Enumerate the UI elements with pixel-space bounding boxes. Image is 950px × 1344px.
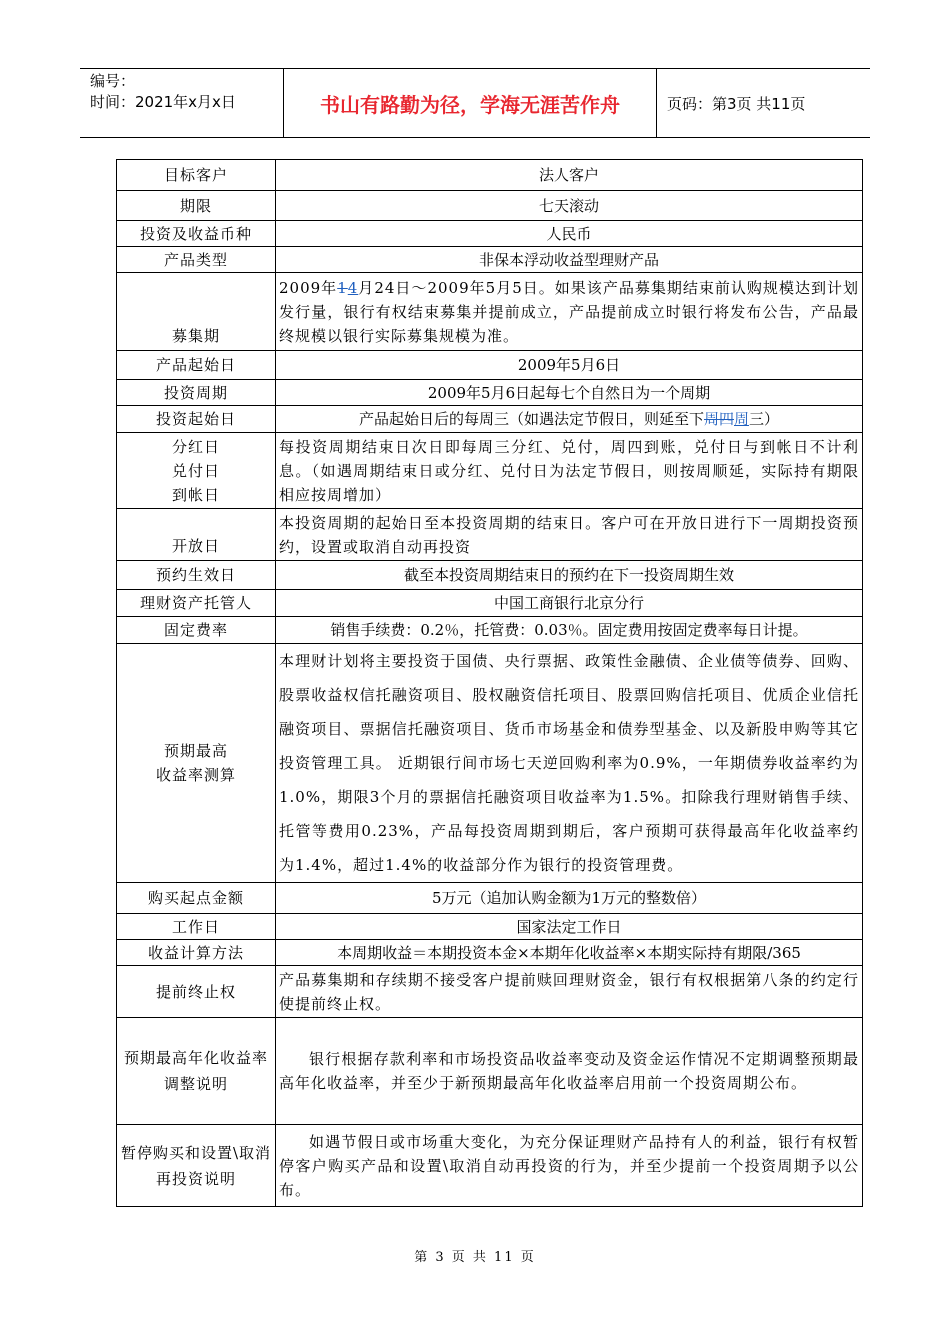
yield-paragraph-2: 近期银行间市场七天逆回购利率为0.9%，一年期债券收益率约为1.0%，期限3个月的票据信托融资项目收益率为1.5%。扣除我行理财销售手续、托管等费用0.23%，产品每投资周期到期后，客户预期可获得最高年化收益率约为1.4%，超过1.4%的收益部分作为银行的投资管理费。 xyxy=(279,754,859,874)
yield-paragraph-1: 本理财计划将主要投资于国债、央行票据、政策性金融债、企业债等债券、回购、股票收益权信托融资项目、股权融资信托项目、股票回购信托项目、优质企业信托融资项目、票据信托融资项目、货币市场基金和债券型基金、以及新股申购等其它投资管理工具。 xyxy=(279,652,859,772)
label-payment: 兑付日 xyxy=(171,461,220,480)
row-value: 5万元（追加认购金额为1万元的整数倍） xyxy=(276,883,863,914)
row-label: 开放日 xyxy=(117,509,276,561)
row-value: 2009年5月6日起每七个自然日为一个周期 xyxy=(276,380,863,406)
row-value: 银行根据存款利率和市场投资品收益率变动及资金运作情况不定期调整预期最高年化收益率，并至少于新预期最高年化收益率启用前一个投资周期公布。 xyxy=(276,1018,863,1125)
row-label: 产品起始日 xyxy=(117,351,276,380)
row-value: 人民币 xyxy=(276,221,863,247)
table-row xyxy=(117,247,863,273)
row-value: 产品募集期和存续期不接受客户提前赎回理财资金，银行有权根据第八条的约定行使提前终止权。 xyxy=(276,966,863,1018)
row-value: 本周期收益＝本期投资本金×本期年化收益率×本期实际持有期限/365 xyxy=(276,940,863,966)
label-suspend-1: 暂停购买和设置\取消 xyxy=(120,1143,272,1162)
table-row xyxy=(117,966,863,1018)
page-header xyxy=(80,68,870,138)
page-footer: 第 3 页 共 11 页 xyxy=(414,1250,536,1265)
row-value: 七天滚动 xyxy=(276,191,863,221)
table-row xyxy=(117,160,863,191)
row-label: 固定费率 xyxy=(117,617,276,644)
deleted-text: 周四 xyxy=(703,410,734,428)
inserted-text: 4 xyxy=(347,278,359,297)
row-label: 募集期 xyxy=(117,273,276,351)
table-row xyxy=(117,509,863,561)
table-row xyxy=(117,273,863,351)
label-yield-2: 收益率测算 xyxy=(155,766,236,784)
table-row xyxy=(117,221,863,247)
raise-text-b: 月24日～2009年5月5日。如果该产品募集期结束前认购规模达到计划发行量，银行有权结束募集并提前成立，产品提前成立时银行将发布公告，产品最终规模以银行实际募集规模为准。 xyxy=(279,278,859,345)
doc-code: 编号： xyxy=(90,72,136,90)
table-row xyxy=(117,940,863,966)
product-info-table xyxy=(116,159,863,1207)
row-label: 购买起点金额 xyxy=(117,883,276,914)
table-row xyxy=(117,433,863,509)
row-value: 2009年5月6日 xyxy=(276,351,863,380)
row-label: 产品类型 xyxy=(117,247,276,273)
header-motto: 书山有路勤为径，学海无涯苦作舟 xyxy=(283,69,657,137)
label-yield-1: 预期最高 xyxy=(163,742,228,760)
table-row xyxy=(117,380,863,406)
invest-start-text-a: 产品起始日后的每周三（如遇法定节假日，则延至下 xyxy=(358,410,704,428)
invest-start-text-b: 三） xyxy=(749,410,780,428)
row-value: 国家法定工作日 xyxy=(276,914,863,940)
label-dividend: 分红日 xyxy=(171,437,220,456)
table-row xyxy=(117,590,863,617)
row-label: 理财资产托管人 xyxy=(117,590,276,617)
table-row xyxy=(117,644,863,883)
row-label: 预约生效日 xyxy=(117,561,276,590)
table-row xyxy=(117,406,863,433)
row-label: 工作日 xyxy=(117,914,276,940)
row-label: 目标客户 xyxy=(117,160,276,191)
row-label: 投资起始日 xyxy=(117,406,276,433)
table-row xyxy=(117,351,863,380)
raise-text-a: 2009年 xyxy=(279,278,338,297)
row-label: 提前终止权 xyxy=(117,966,276,1018)
table-row xyxy=(117,561,863,590)
row-value xyxy=(276,406,863,433)
table-row xyxy=(117,883,863,914)
row-value: 如遇节假日或市场重大变化，为充分保证理财产品持有人的利益，银行有权暂停客户购买产品和设置\取消自动再投资的行为，并至少提前一个投资周期予以公布。 xyxy=(276,1125,863,1207)
row-label: 收益计算方法 xyxy=(117,940,276,966)
deleted-text: 1 xyxy=(337,278,348,297)
row-label: 投资周期 xyxy=(117,380,276,406)
row-label xyxy=(117,644,276,883)
row-value: 销售手续费：0.2％，托管费：0.03％。固定费用按固定费率每日计提。 xyxy=(276,617,863,644)
row-value: 非保本浮动收益型理财产品 xyxy=(276,247,863,273)
row-value xyxy=(276,273,863,351)
header-page-info: 页码：第3页 共11页 xyxy=(667,94,806,113)
table-row xyxy=(117,1125,863,1207)
label-suspend-2: 再投资说明 xyxy=(155,1169,236,1188)
row-label: 期限 xyxy=(117,191,276,221)
row-value: 法人客户 xyxy=(276,160,863,191)
label-arrival: 到帐日 xyxy=(171,485,220,504)
row-value: 中国工商银行北京分行 xyxy=(276,590,863,617)
row-label: 投资及收益币种 xyxy=(117,221,276,247)
row-label xyxy=(117,433,276,509)
row-value: 每投资周期结束日次日即每周三分红、兑付，周四到账，兑付日与到帐日不计利息。（如遇周期结束日或分红、兑付日为法定节假日，则按周顺延，实际持有期限相应按周增加） xyxy=(276,433,863,509)
row-value xyxy=(276,644,863,883)
inserted-text: 周 xyxy=(734,410,750,428)
label-adjust-1: 预期最高年化收益率 xyxy=(123,1049,268,1067)
table-row xyxy=(117,617,863,644)
row-label xyxy=(117,1018,276,1125)
table-row xyxy=(117,191,863,221)
row-label xyxy=(117,1125,276,1207)
header-meta xyxy=(80,69,283,137)
doc-time: 时间：2021年x月x日 xyxy=(90,93,236,111)
row-value: 截至本投资周期结束日的预约在下一投资周期生效 xyxy=(276,561,863,590)
table-row xyxy=(117,1018,863,1125)
row-value: 本投资周期的起始日至本投资周期的结束日。客户可在开放日进行下一周期投资预约，设置或取消自动再投资 xyxy=(276,509,863,561)
table-row xyxy=(117,914,863,940)
label-adjust-2: 调整说明 xyxy=(163,1075,228,1093)
